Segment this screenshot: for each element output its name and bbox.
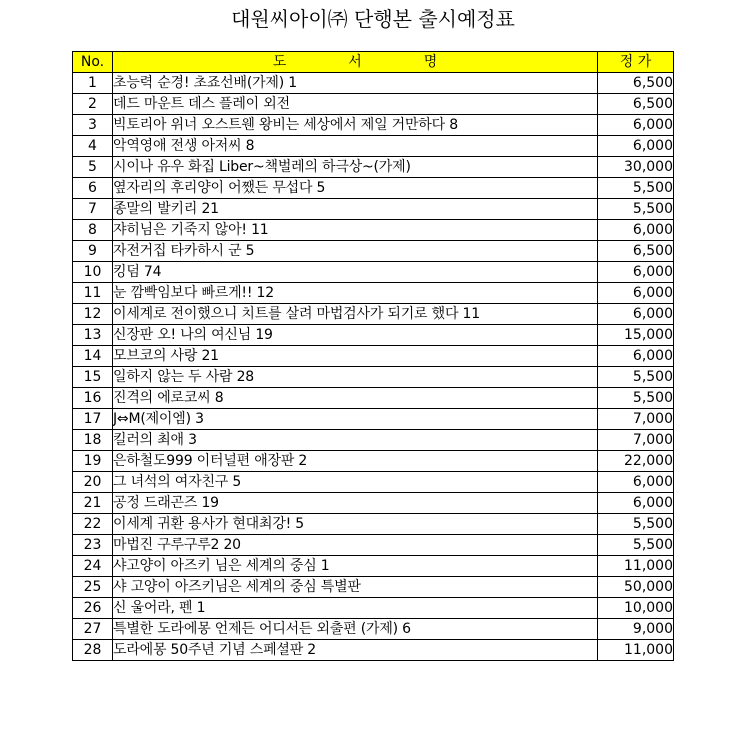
- price-cell: 6,000: [598, 115, 674, 136]
- row-number-cell: 26: [73, 598, 113, 619]
- table-row: [73, 493, 674, 514]
- price-cell: 6,000: [598, 472, 674, 493]
- row-number-cell: 15: [73, 367, 113, 388]
- header-title: [113, 52, 598, 73]
- release-schedule-table: [72, 51, 674, 661]
- row-number-cell: 3: [73, 115, 113, 136]
- row-number-cell: 25: [73, 577, 113, 598]
- book-title-cell: 데드 마운트 데스 플레이 외전: [113, 94, 598, 115]
- row-number-cell: 27: [73, 619, 113, 640]
- row-number-cell: 7: [73, 199, 113, 220]
- price-cell: 15,000: [598, 325, 674, 346]
- row-number-cell: 5: [73, 157, 113, 178]
- price-cell: 6,500: [598, 94, 674, 115]
- price-cell: 50,000: [598, 577, 674, 598]
- book-title-cell: 자전거집 타카하시 군 5: [113, 241, 598, 262]
- price-cell: 30,000: [598, 157, 674, 178]
- row-number-cell: 9: [73, 241, 113, 262]
- price-cell: 5,500: [598, 367, 674, 388]
- book-title-cell: 특별한 도라에몽 언제든 어디서든 외출편 (가제) 6: [113, 619, 598, 640]
- header-title-char-3: 명: [423, 54, 438, 70]
- book-title-cell: 옆자리의 후리양이 어쨌든 무섭다 5: [113, 178, 598, 199]
- table-row: [73, 430, 674, 451]
- book-title-cell: 이세계 귀환 용사가 현대최강! 5: [113, 514, 598, 535]
- row-number-cell: 1: [73, 73, 113, 94]
- price-cell: 11,000: [598, 556, 674, 577]
- row-number-cell: 22: [73, 514, 113, 535]
- book-title-cell: 빅토리아 위너 오스트웬 왕비는 세상에서 제일 거만하다 8: [113, 115, 598, 136]
- book-title-cell: 초능력 순경! 초죠선배(가제) 1: [113, 73, 598, 94]
- row-number-cell: 23: [73, 535, 113, 556]
- row-number-cell: 24: [73, 556, 113, 577]
- book-title-cell: 진격의 에로코씨 8: [113, 388, 598, 409]
- table-row: [73, 94, 674, 115]
- price-cell: 6,000: [598, 136, 674, 157]
- row-number-cell: 16: [73, 388, 113, 409]
- price-cell: 7,000: [598, 430, 674, 451]
- table-row: [73, 73, 674, 94]
- row-number-cell: 14: [73, 346, 113, 367]
- book-title-cell: 모브코의 사랑 21: [113, 346, 598, 367]
- price-cell: 5,500: [598, 535, 674, 556]
- row-number-cell: 19: [73, 451, 113, 472]
- table-row: [73, 535, 674, 556]
- table-row: [73, 262, 674, 283]
- book-title-cell: 은하철도999 이터널편 애장판 2: [113, 451, 598, 472]
- book-title-cell: 시이나 유우 화집 Liber~책벌레의 하극상~(가제): [113, 157, 598, 178]
- row-number-cell: 18: [73, 430, 113, 451]
- price-cell: 6,500: [598, 241, 674, 262]
- row-number-cell: 12: [73, 304, 113, 325]
- price-cell: 5,500: [598, 388, 674, 409]
- book-title-cell: 일하지 않는 두 사람 28: [113, 367, 598, 388]
- price-cell: 6,000: [598, 283, 674, 304]
- table-row: [73, 367, 674, 388]
- table-row: [73, 514, 674, 535]
- book-title-cell: 샤고양이 아즈키 님은 세계의 중심 1: [113, 556, 598, 577]
- price-cell: 5,500: [598, 514, 674, 535]
- page-title: 대원씨아이㈜ 단행본 출시예정표: [231, 7, 515, 31]
- table-row: [73, 178, 674, 199]
- book-title-cell: 킹덤 74: [113, 262, 598, 283]
- book-title-cell: 쟈히님은 기죽지 않아! 11: [113, 220, 598, 241]
- price-cell: 6,000: [598, 304, 674, 325]
- book-title-cell: 종말의 발키리 21: [113, 199, 598, 220]
- price-cell: 6,000: [598, 220, 674, 241]
- header-no: No.: [73, 52, 113, 73]
- row-number-cell: 17: [73, 409, 113, 430]
- row-number-cell: 11: [73, 283, 113, 304]
- row-number-cell: 8: [73, 220, 113, 241]
- table-row: [73, 472, 674, 493]
- price-cell: 9,000: [598, 619, 674, 640]
- book-title-cell: 킬러의 최애 3: [113, 430, 598, 451]
- table-row: [73, 577, 674, 598]
- book-title-cell: 그 녀석의 여자친구 5: [113, 472, 598, 493]
- row-number-cell: 28: [73, 640, 113, 661]
- header-title-char-2: 서: [348, 54, 362, 70]
- table-header-row: [73, 52, 674, 73]
- price-cell: 6,000: [598, 493, 674, 514]
- header-title-char-1: 도: [272, 54, 287, 70]
- table-row: [73, 283, 674, 304]
- table-row: [73, 136, 674, 157]
- table-row: [73, 619, 674, 640]
- table-row: [73, 325, 674, 346]
- book-title-cell: 공정 드래곤즈 19: [113, 493, 598, 514]
- header-price: 정 가: [598, 52, 674, 73]
- price-cell: 7,000: [598, 409, 674, 430]
- price-cell: 6,000: [598, 262, 674, 283]
- book-title-cell: 눈 깜빡임보다 빠르게!! 12: [113, 283, 598, 304]
- row-number-cell: 10: [73, 262, 113, 283]
- row-number-cell: 13: [73, 325, 113, 346]
- table-row: [73, 199, 674, 220]
- table-row: [73, 409, 674, 430]
- table-row: [73, 157, 674, 178]
- table-row: [73, 451, 674, 472]
- price-cell: 6,000: [598, 346, 674, 367]
- table-row: [73, 346, 674, 367]
- row-number-cell: 4: [73, 136, 113, 157]
- row-number-cell: 20: [73, 472, 113, 493]
- book-title-cell: 신 울어라, 펜 1: [113, 598, 598, 619]
- table-row: [73, 241, 674, 262]
- book-title-cell: 악역영애 전생 아저씨 8: [113, 136, 598, 157]
- table-row: [73, 220, 674, 241]
- price-cell: 22,000: [598, 451, 674, 472]
- table-row: [73, 598, 674, 619]
- price-cell: 6,500: [598, 73, 674, 94]
- row-number-cell: 6: [73, 178, 113, 199]
- book-title-cell: J⇔M(제이엠) 3: [113, 409, 598, 430]
- price-cell: 11,000: [598, 640, 674, 661]
- table-row: [73, 556, 674, 577]
- book-title-cell: 이세계로 전이했으니 치트를 살려 마법검사가 되기로 했다 11: [113, 304, 598, 325]
- table-row: [73, 640, 674, 661]
- book-title-cell: 샤 고양이 아즈키님은 세계의 중심 특별판: [113, 577, 598, 598]
- book-title-cell: 신장판 오! 나의 여신님 19: [113, 325, 598, 346]
- table-row: [73, 115, 674, 136]
- row-number-cell: 2: [73, 94, 113, 115]
- price-cell: 5,500: [598, 178, 674, 199]
- price-cell: 5,500: [598, 199, 674, 220]
- row-number-cell: 21: [73, 493, 113, 514]
- table-row: [73, 388, 674, 409]
- book-title-cell: 마법진 구루구루2 20: [113, 535, 598, 556]
- price-cell: 10,000: [598, 598, 674, 619]
- table-row: [73, 304, 674, 325]
- book-title-cell: 도라에몽 50주년 기념 스페셜판 2: [113, 640, 598, 661]
